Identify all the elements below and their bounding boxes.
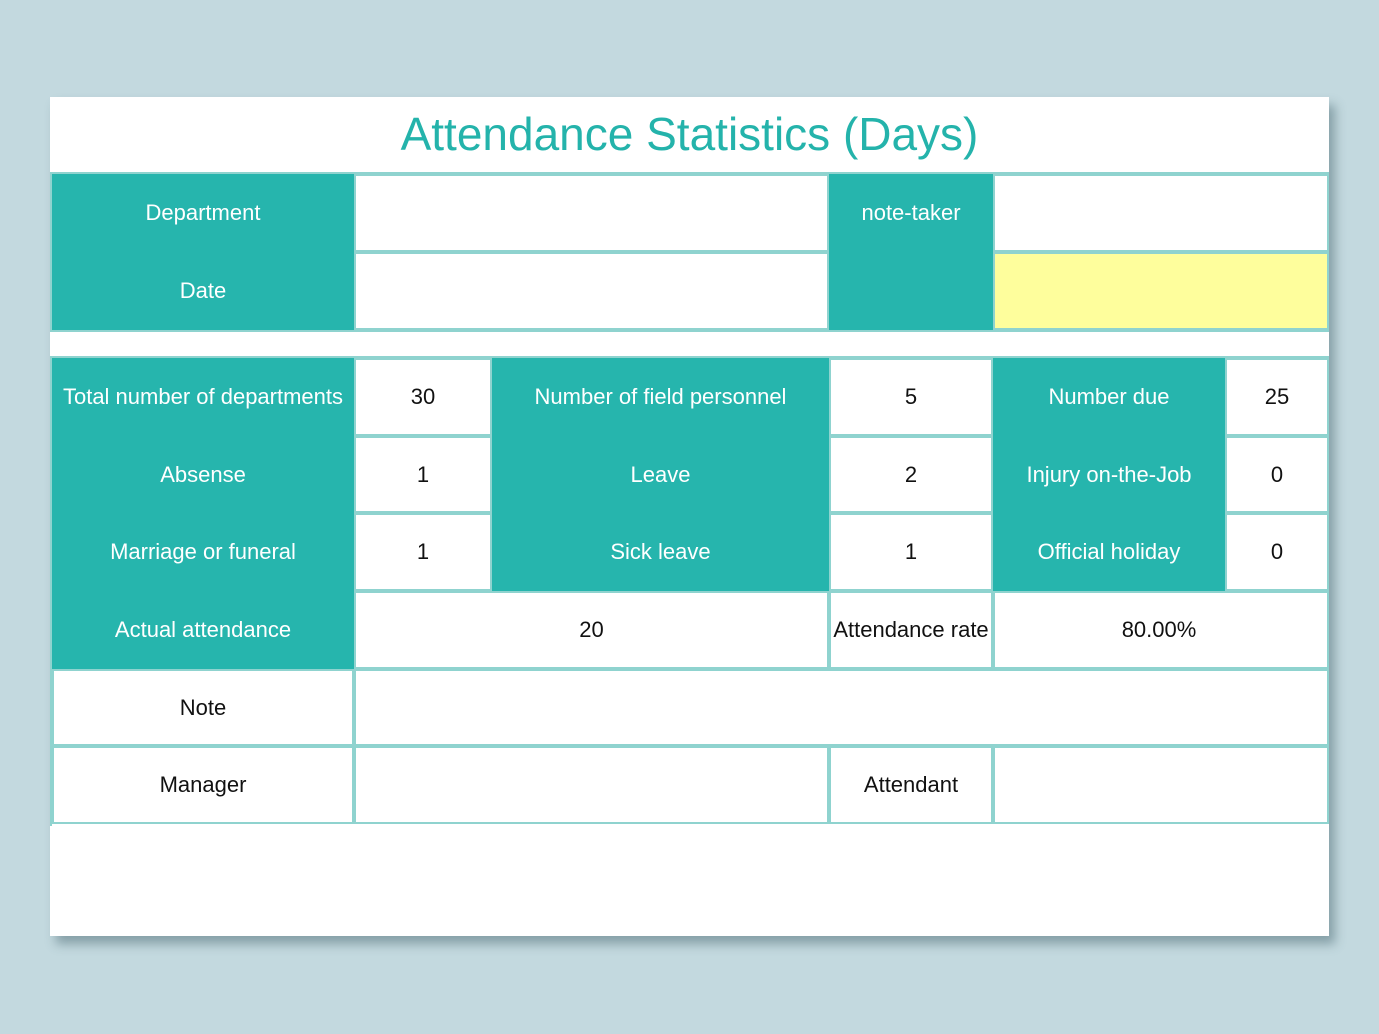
total-departments-value[interactable]: 30: [354, 358, 492, 436]
highlighted-input[interactable]: [993, 252, 1329, 330]
date-label: Date: [52, 252, 354, 330]
absense-label: Absense: [52, 436, 354, 513]
manager-label: Manager: [52, 746, 354, 824]
number-due-value[interactable]: 25: [1225, 358, 1329, 436]
absense-value[interactable]: 1: [354, 436, 492, 513]
attendance-rate-value[interactable]: 80.00%: [993, 591, 1329, 669]
number-due-label: Number due: [993, 358, 1225, 436]
injury-value[interactable]: 0: [1225, 436, 1329, 513]
note-taker-input[interactable]: [993, 174, 1329, 252]
sick-leave-value[interactable]: 1: [829, 513, 993, 591]
actual-attendance-label: Actual attendance: [52, 591, 354, 669]
sick-leave-label: Sick leave: [492, 513, 829, 591]
note-input[interactable]: [354, 669, 1329, 746]
department-input[interactable]: [354, 174, 829, 252]
note-taker-label: note-taker: [829, 174, 993, 252]
attendant-label: Attendant: [829, 746, 993, 824]
spreadsheet-sheet: [50, 97, 1329, 936]
stats-block-top-border: [50, 356, 1329, 358]
top-block-bottom-border: [50, 330, 1329, 332]
total-departments-label: Total number of departments: [52, 358, 354, 436]
sheet-title: Attendance Statistics (Days): [400, 108, 979, 160]
empty-label-cell: [829, 252, 993, 330]
field-personnel-label: Number of field personnel: [492, 358, 829, 436]
marriage-funeral-label: Marriage or funeral: [52, 513, 354, 591]
attendance-rate-label: Attendance rate: [829, 591, 993, 669]
injury-label: Injury on-the-Job: [993, 436, 1225, 513]
leave-value[interactable]: 2: [829, 436, 993, 513]
manager-input[interactable]: [354, 746, 829, 824]
date-input[interactable]: [354, 252, 829, 330]
note-label: Note: [52, 669, 354, 746]
leave-label: Leave: [492, 436, 829, 513]
official-holiday-label: Official holiday: [993, 513, 1225, 591]
official-holiday-value[interactable]: 0: [1225, 513, 1329, 591]
marriage-funeral-value[interactable]: 1: [354, 513, 492, 591]
stats-block-left-border: [50, 356, 52, 826]
field-personnel-value[interactable]: 5: [829, 358, 993, 436]
actual-attendance-value[interactable]: 20: [354, 591, 829, 669]
attendant-input[interactable]: [993, 746, 1329, 824]
top-block-left-border: [50, 172, 52, 332]
top-block-border: [50, 172, 1329, 174]
department-label: Department: [52, 174, 354, 252]
